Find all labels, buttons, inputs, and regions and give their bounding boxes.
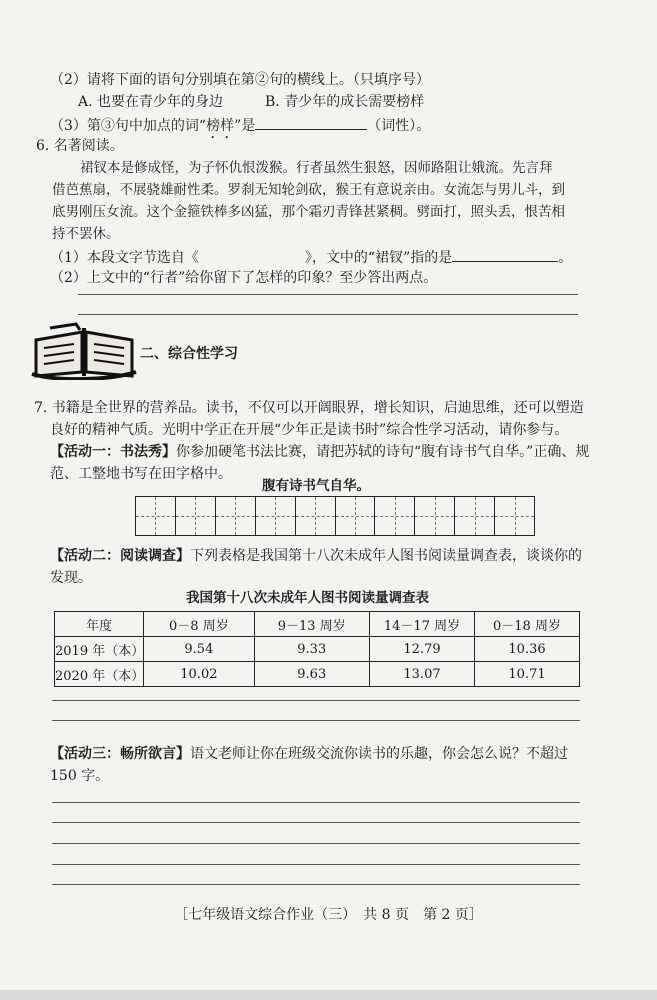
grid-cell[interactable] <box>336 497 376 535</box>
q6-sub2: （2）上文中的“行者”给你留下了怎样的印象？至少答出两点。 <box>50 270 438 286</box>
table-row <box>55 662 580 687</box>
activity1-line2: 范、工整地书写在田字格中。 <box>50 466 232 482</box>
answer-line[interactable] <box>52 822 580 823</box>
grid-cell[interactable] <box>455 497 495 535</box>
table-header: 9－13 周岁 <box>254 612 370 637</box>
tian-zi-ge-grid[interactable] <box>135 496 535 536</box>
activity2-line: 【活动二：阅读调查】下列表格是我国第十八次未成年人图书阅读量调查表，谈谈你的 <box>50 548 582 564</box>
q7-intro-line: 良好的精神气质。光明中学正在开展“少年正是读书时”综合性学习活动，请你参与。 <box>50 422 569 438</box>
activity1-label: 【活动一：书法秀】 <box>50 444 176 460</box>
activity1-line: 【活动一：书法秀】你参加硬笔书法比赛，请把苏轼的诗句“腹有诗书气自华。”正确、规 <box>50 444 590 460</box>
table-cell: 9.63 <box>254 662 370 687</box>
q6-title: 6. 名著阅读。 <box>36 138 124 154</box>
activity2-label: 【活动二：阅读调查】 <box>50 548 190 564</box>
answer-line[interactable] <box>52 843 580 844</box>
table-header: 14－17 周岁 <box>370 612 475 637</box>
table-row <box>55 637 580 662</box>
q6-passage-line: 底男刚压女流。这个金箍铁棒多凶猛，那个霜刃青锋甚紧稠。劈面打，照头丢，恨苦相 <box>52 204 565 220</box>
grid-cell[interactable] <box>415 497 455 535</box>
poem-title: 腹有诗书气自华。 <box>262 478 370 494</box>
table-cell: 2019 年（本） <box>55 637 144 662</box>
section-title: 二、综合性学习 <box>140 346 238 362</box>
table-cell: 9.54 <box>144 637 254 662</box>
survey-table <box>54 611 580 687</box>
q6-passage-line: 持不罢休。 <box>52 226 120 242</box>
answer-line[interactable] <box>78 314 578 315</box>
activity3-line: 【活动三：畅所欲言】语文老师让你在班级交流你读书的乐趣，你会怎么说？不超过 <box>50 746 568 762</box>
grid-cell[interactable] <box>216 497 256 535</box>
grid-cell[interactable] <box>296 497 336 535</box>
activity2-line2: 发现。 <box>50 570 92 586</box>
answer-blank[interactable] <box>452 246 558 262</box>
table-header-row <box>55 612 580 637</box>
table-header: 年度 <box>55 612 144 637</box>
table-cell: 2020 年（本） <box>55 662 144 687</box>
table-cell: 13.07 <box>370 662 475 687</box>
open-book-icon <box>30 320 138 380</box>
answer-line[interactable] <box>52 720 580 721</box>
activity3-label: 【活动三：畅所欲言】 <box>50 746 190 762</box>
answer-line[interactable] <box>52 802 580 803</box>
q5-option-b: B. 青少年的成长需要榜样 <box>265 94 425 110</box>
table-cell: 10.71 <box>475 662 580 687</box>
grid-cell[interactable] <box>495 497 534 535</box>
q7-intro-line: 7. 书籍是全世界的营养品。读书，不仅可以开阔眼界，增长知识，启迪思维，还可以塑造 <box>34 400 584 416</box>
table-cell: 10.02 <box>144 662 254 687</box>
answer-blank[interactable] <box>255 114 367 130</box>
page-footer: ［七年级语文综合作业（三） 共 8 页 第 2 页］ <box>174 907 483 923</box>
grid-cell[interactable] <box>256 497 296 535</box>
q6-passage-line: 借芭蕉扇，不展骁雄耐性柔。罗刹无知轮剑砍，猴王有意说亲由。女流怎与男儿斗，到 <box>52 182 565 198</box>
table-header: 0－18 周岁 <box>475 612 580 637</box>
q5-option-a: A. 也要在青少年的身边 <box>78 94 224 110</box>
table-title: 我国第十八次未成年人图书阅读量调查表 <box>186 590 429 606</box>
table-cell: 10.36 <box>475 637 580 662</box>
q5-sub2: （2）请将下面的语句分别填在第②句的横线上。（只填序号） <box>50 72 430 88</box>
activity3-line2: 150 字。 <box>50 768 110 784</box>
answer-line[interactable] <box>52 884 580 885</box>
dotted-word: 榜样 <box>206 118 235 134</box>
table-cell: 9.33 <box>254 637 370 662</box>
q6-sub1: （1）本段文字节选自《 》，文中的“裙钗”指的是 。 <box>50 246 572 268</box>
scan-edge <box>0 990 657 1000</box>
answer-line[interactable] <box>78 294 578 295</box>
grid-cell[interactable] <box>176 497 216 535</box>
grid-cell[interactable] <box>375 497 415 535</box>
q5-sub3: （3）第③句中加点的词“榜样”是 （词性）。 <box>50 114 430 142</box>
q6-passage-line: 裙钗本是修成怪，为子怀仇恨泼猴。行者虽然生狠怒，因师路阻让娥流。先言拜 <box>80 160 553 176</box>
grid-cell[interactable] <box>136 497 176 535</box>
answer-line[interactable] <box>52 700 580 701</box>
table-cell: 12.79 <box>370 637 475 662</box>
answer-line[interactable] <box>52 864 580 865</box>
table-header: 0－8 周岁 <box>144 612 254 637</box>
